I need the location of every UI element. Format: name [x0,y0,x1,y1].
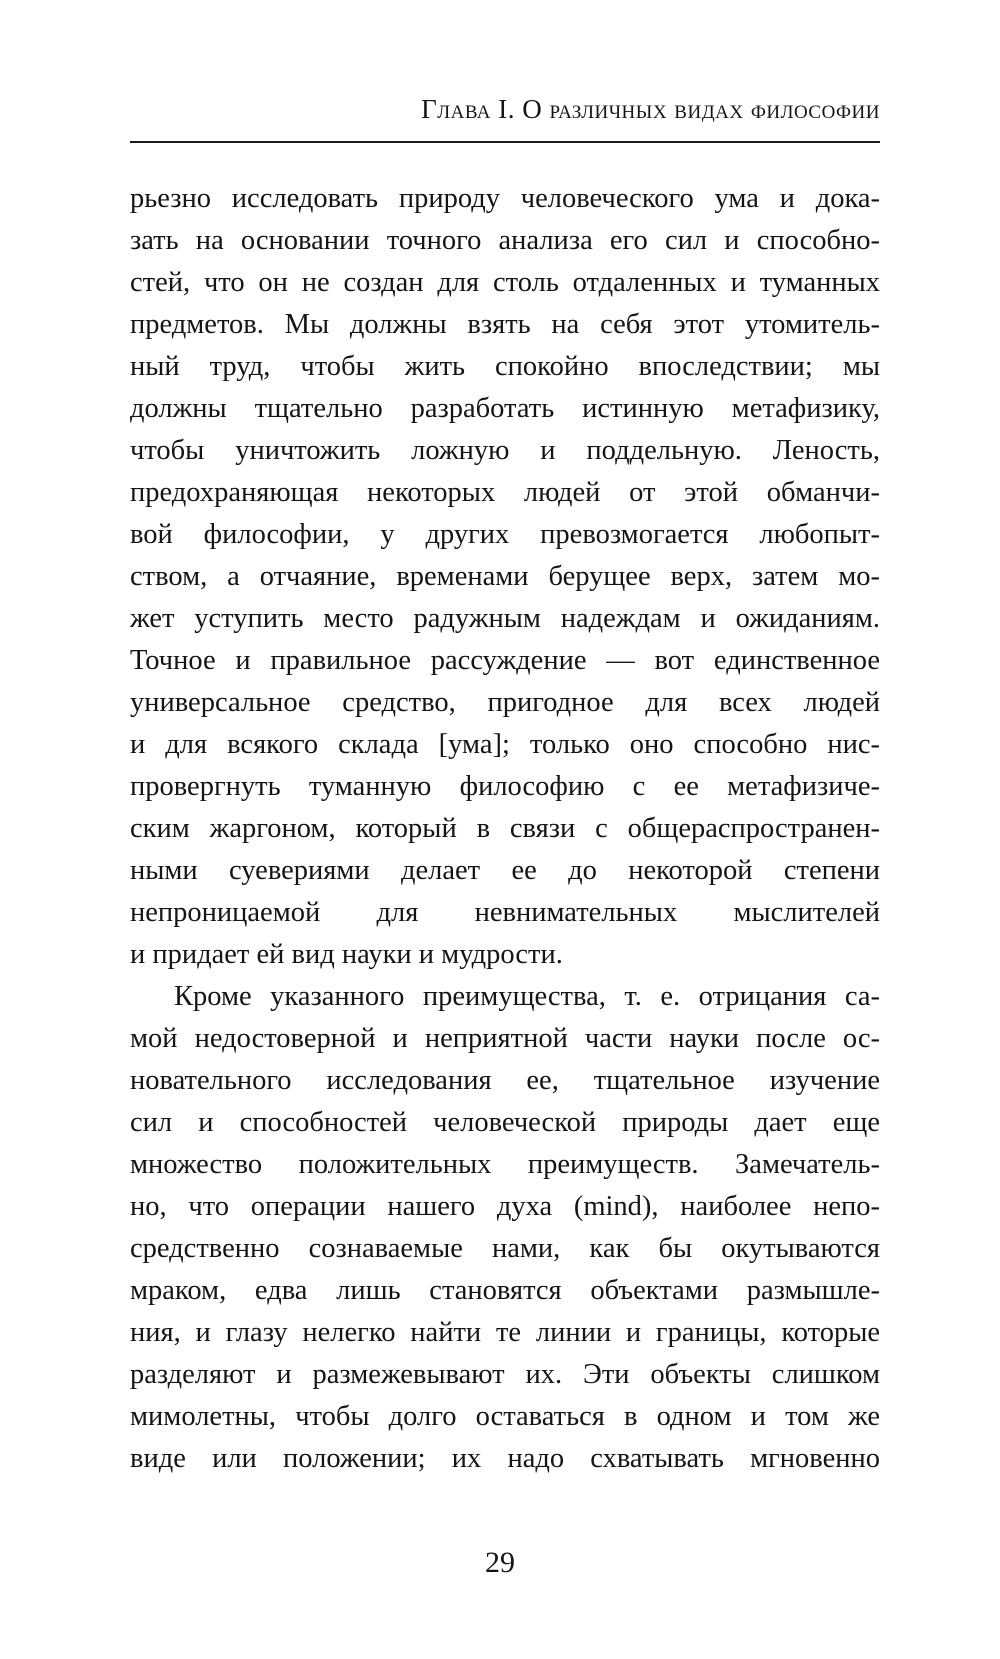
paragraph-1 [130,178,880,976]
text-line: Кроме указанного преимущества, т. е. отрицания са- [174,981,880,1012]
text-line: универсальное средство, пригодное для всех людей [130,687,880,718]
text-line: разделяют и размежевывают их. Эти объекты слишком [130,1359,880,1390]
text-line: мимолетны, чтобы долго оставаться в одном и том же [130,1401,880,1432]
text-line: сил и способностей человеческой природы дает еще [130,1107,880,1138]
text-line: провергнуть туманную философию с ее метафизиче- [130,771,880,802]
text-line: и придает ей вид науки и мудрости. [130,939,563,970]
text-line: зать на основании точного анализа его сил и способно- [130,225,880,256]
text-line: Точное и правильное рассуждение — вот единственное [130,645,880,676]
text-line: мраком, едва лишь становятся объектами размышле- [130,1275,880,1306]
text-line: и для всякого склада [ума]; только оно способно нис- [130,729,880,760]
text-line: жет уступить место радужным надеждам и ожиданиям. [130,603,880,634]
text-line: ния, и глазу нелегко найти те линии и границы, которые [130,1317,880,1348]
page-number: 29 [485,1546,515,1579]
text-line: стей, что он не создан для столь отдаленных и туманных [130,267,880,298]
text-line: ством, а отчаяние, временами берущее верх, затем мо- [130,561,880,592]
text-line: чтобы уничтожить ложную и поддельную. Леность, [130,435,880,466]
text-line: средственно сознаваемые нами, как бы окутываются [130,1233,880,1264]
text-line: но, что операции нашего духа (mind), наиболее непо- [130,1191,880,1222]
text-line: должны тщательно разработать истинную метафизику, [130,393,880,424]
text-line: рьезно исследовать природу человеческого ума и дока- [130,183,880,214]
text-line: предметов. Мы должны взять на себя этот утомитель- [130,309,880,340]
text-line: новательного исследования ее, тщательное изучение [130,1065,880,1096]
body-text [130,178,880,1480]
text-line: ный труд, чтобы жить спокойно впоследствии; мы [130,351,880,382]
text-line: мой недостоверной и неприятной части науки после ос- [130,1023,880,1054]
text-line: ским жаргоном, который в связи с общераспространен- [130,813,880,844]
text-line: предохраняющая некоторых людей от этой обманчи- [130,477,880,508]
running-head: Глава I. О различных видах философии [421,94,880,124]
text-line: непроницаемой для невнимательных мыслителей [130,897,880,928]
text-line: вой философии, у других превозмогается любопыт- [130,519,880,550]
text-line: виде или положении; их надо схватывать мгновенно [130,1443,880,1474]
text-line: множество положительных преимуществ. Замечатель- [130,1149,880,1180]
paragraph-2 [130,976,880,1480]
text-line: ными суевериями делает ее до некоторой степени [130,855,880,886]
header-rule [130,141,880,143]
